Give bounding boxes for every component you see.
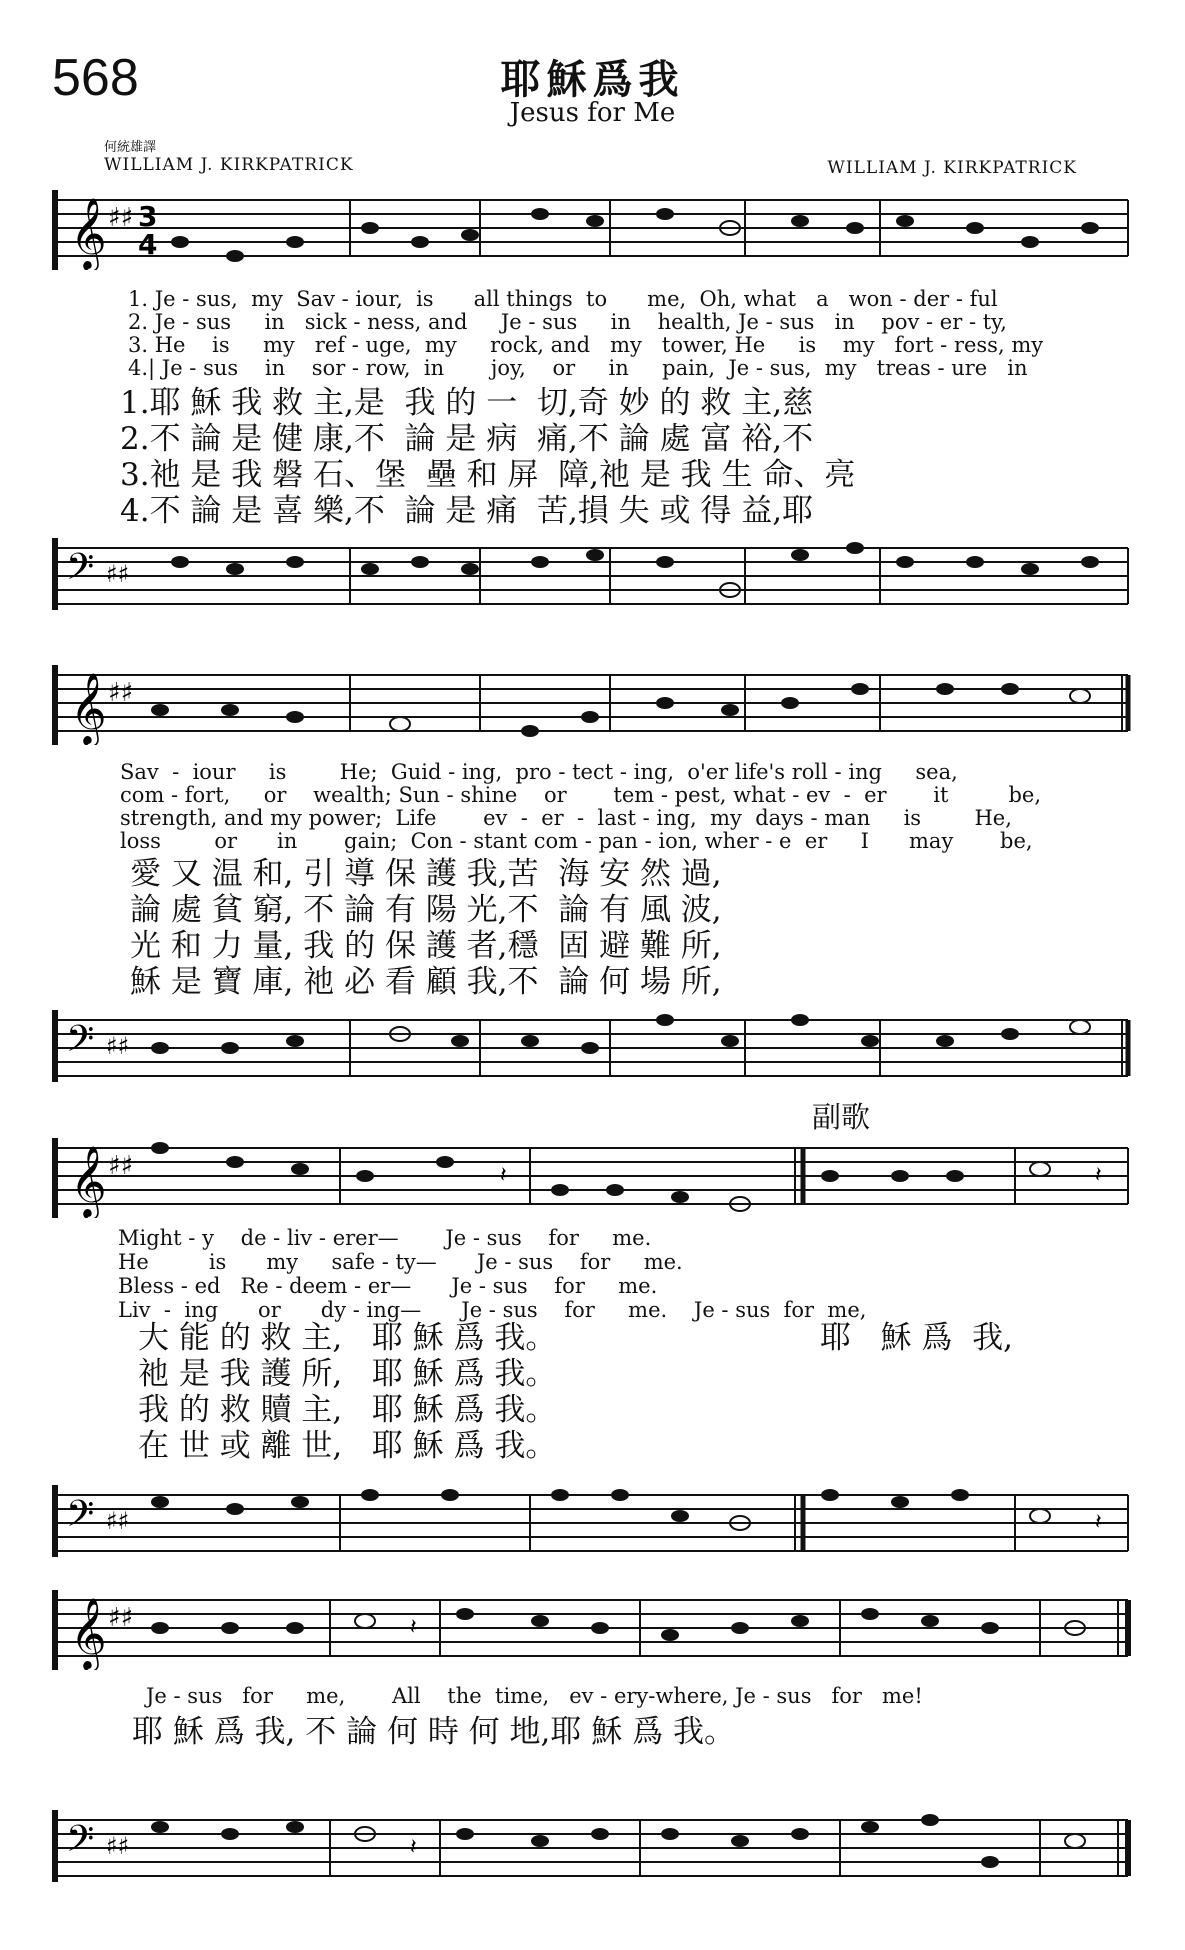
treble-clef-icon: 𝄞 <box>70 671 107 744</box>
zh-verse-3-line-2: 光 和 力 量, 我 的 保 護 者,穩 固 避 難 所, <box>130 928 722 964</box>
treble-clef-icon: 𝄞 <box>70 1596 107 1669</box>
sharp-icon: ♯♯ <box>108 1603 134 1633</box>
lyrics-verse-1-line-2: Sav - iour is He; Guid - ing, pro - tect - ing, o'er life's roll - ing sea, <box>120 760 958 784</box>
zh-verse-3-line-3: 我 的 救 贖 主, 耶 穌 爲 我。 <box>138 1392 557 1428</box>
lyrics-verse-3-line-1: 3. He is my ref - uge, my rock, and my tower, He is my fort - ress, my <box>128 333 1044 357</box>
zh-refrain-line-2: 耶 穌 爲 我, 不 論 何 時 何 地,耶 穌 爲 我。 <box>132 1714 735 1750</box>
title-chinese: 耶穌爲我 <box>500 56 685 103</box>
system-3-treble-staff <box>0 1128 1185 1218</box>
bass-clef-icon: 𝄢 <box>66 1818 95 1869</box>
sharp-icon: ♯♯ <box>106 1832 130 1860</box>
sharp-icon: ♯♯ <box>108 678 134 708</box>
lyrics-verse-3-line-3: Bless - ed Re - deem - er— Je - sus for me. <box>118 1274 658 1298</box>
sharp-icon: ♯♯ <box>108 203 134 233</box>
lyrics-refrain-line: Je - sus for me, All the time, ev - ery-where, Je - sus for me! <box>146 1684 923 1708</box>
refrain-label: 副歌 <box>812 1100 871 1134</box>
lyrics-verse-2-line-1: 2. Je - sus in sick - ness, and Je - sus in health, Je - sus in pov - er - ty, <box>128 310 1007 334</box>
words-credit: WILLIAM J. KIRKPATRICK <box>104 155 354 175</box>
zh-refrain-line-1: 耶 穌 爲 我, <box>820 1320 1013 1356</box>
zh-verse-4-line-2: 穌 是 寶 庫, 祂 必 看 顧 我,不 論 何 場 所, <box>130 964 722 1000</box>
system-2-bass-staff <box>0 1010 1185 1090</box>
lyrics-verse-4-line-1: 4.| Je - sus in sor - row, in joy, or in pain, Je - sus, my treas - ure in <box>128 356 1028 380</box>
system-1-treble-staff <box>0 180 1185 270</box>
lyrics-verse-4-line-3: Liv - ing or dy - ing— Je - sus for me. Je - sus for me, <box>118 1298 867 1322</box>
zh-verse-1-line-3: 大 能 的 救 主, 耶 穌 爲 我。 <box>138 1320 557 1356</box>
zh-verse-3-line-1: 3.祂 是 我 磐 石、堡 壘 和 屏 障,祂 是 我 生 命、亮 <box>120 457 856 493</box>
music-credit: WILLIAM J. KIRKPATRICK <box>827 158 1077 178</box>
system-2-treble-staff <box>0 655 1185 745</box>
lyrics-verse-4-line-2: loss or in gain; Con - stant com - pan - ion, wher - e er I may be, <box>120 829 1033 853</box>
rest-icon: 𝄽 <box>1095 1510 1102 1535</box>
zh-verse-2-line-3: 祂 是 我 護 所, 耶 穌 爲 我。 <box>138 1356 557 1392</box>
sharp-icon: ♯♯ <box>108 1151 134 1181</box>
system-1-bass-staff <box>0 538 1185 618</box>
lyrics-verse-2-line-2: com - fort, or wealth; Sun - shine or tem - pest, what - ev - er it be, <box>120 783 1042 807</box>
zh-verse-2-line-2: 論 處 貧 窮, 不 論 有 陽 光,不 論 有 風 波, <box>130 892 722 928</box>
bass-clef-icon: 𝄢 <box>66 1493 95 1544</box>
bass-clef-icon: 𝄢 <box>66 1018 95 1069</box>
system-4-bass-staff <box>0 1810 1185 1890</box>
rest-icon: 𝄽 <box>500 1163 507 1188</box>
lyrics-verse-3-line-2: strength, and my power; Life ev - er - last - ing, my days - man is He, <box>120 806 1012 830</box>
sharp-icon: ♯♯ <box>106 1032 130 1060</box>
hymn-number: 568 <box>52 49 139 107</box>
sharp-icon: ♯♯ <box>106 560 130 588</box>
zh-verse-4-line-3: 在 世 或 離 世, 耶 穌 爲 我。 <box>138 1428 557 1464</box>
system-3-bass-staff <box>0 1485 1185 1565</box>
treble-clef-icon: 𝄞 <box>70 1144 107 1217</box>
lyrics-verse-1-line-1: 1. Je - sus, my Sav - iour, is all things to me, Oh, what a won - der - ful <box>128 287 998 311</box>
zh-verse-1-line-1: 1.耶 穌 我 救 主,是 我 的 一 切,奇 妙 的 救 主,慈 <box>120 385 814 421</box>
zh-verse-1-line-2: 愛 又 温 和, 引 導 保 護 我,苦 海 安 然 過, <box>130 856 722 892</box>
time-signature-top: 3 <box>138 200 158 233</box>
sharp-icon: ♯♯ <box>106 1507 130 1535</box>
treble-clef-icon: 𝄞 <box>70 196 107 269</box>
time-signature-bottom: 4 <box>138 228 158 261</box>
lyrics-verse-1-line-3: Might - y de - liv - erer— Je - sus for me. <box>118 1226 652 1250</box>
bass-clef-icon: 𝄢 <box>66 546 95 597</box>
lyrics-verse-2-line-3: He is my safe - ty— Je - sus for me. <box>118 1250 683 1274</box>
system-4-treble-staff <box>0 1580 1185 1670</box>
zh-verse-4-line-1: 4.不 論 是 喜 樂,不 論 是 痛 苦,損 失 或 得 益,耶 <box>120 493 814 529</box>
zh-verse-2-line-1: 2.不 論 是 健 康,不 論 是 病 痛,不 論 處 富 裕,不 <box>120 421 814 457</box>
rest-icon: 𝄽 <box>410 1615 417 1640</box>
translator-credit: 何統雄譯 <box>104 140 157 155</box>
rest-icon: 𝄽 <box>410 1835 417 1860</box>
rest-icon: 𝄽 <box>1095 1163 1102 1188</box>
title-english: Jesus for Me <box>509 98 676 128</box>
